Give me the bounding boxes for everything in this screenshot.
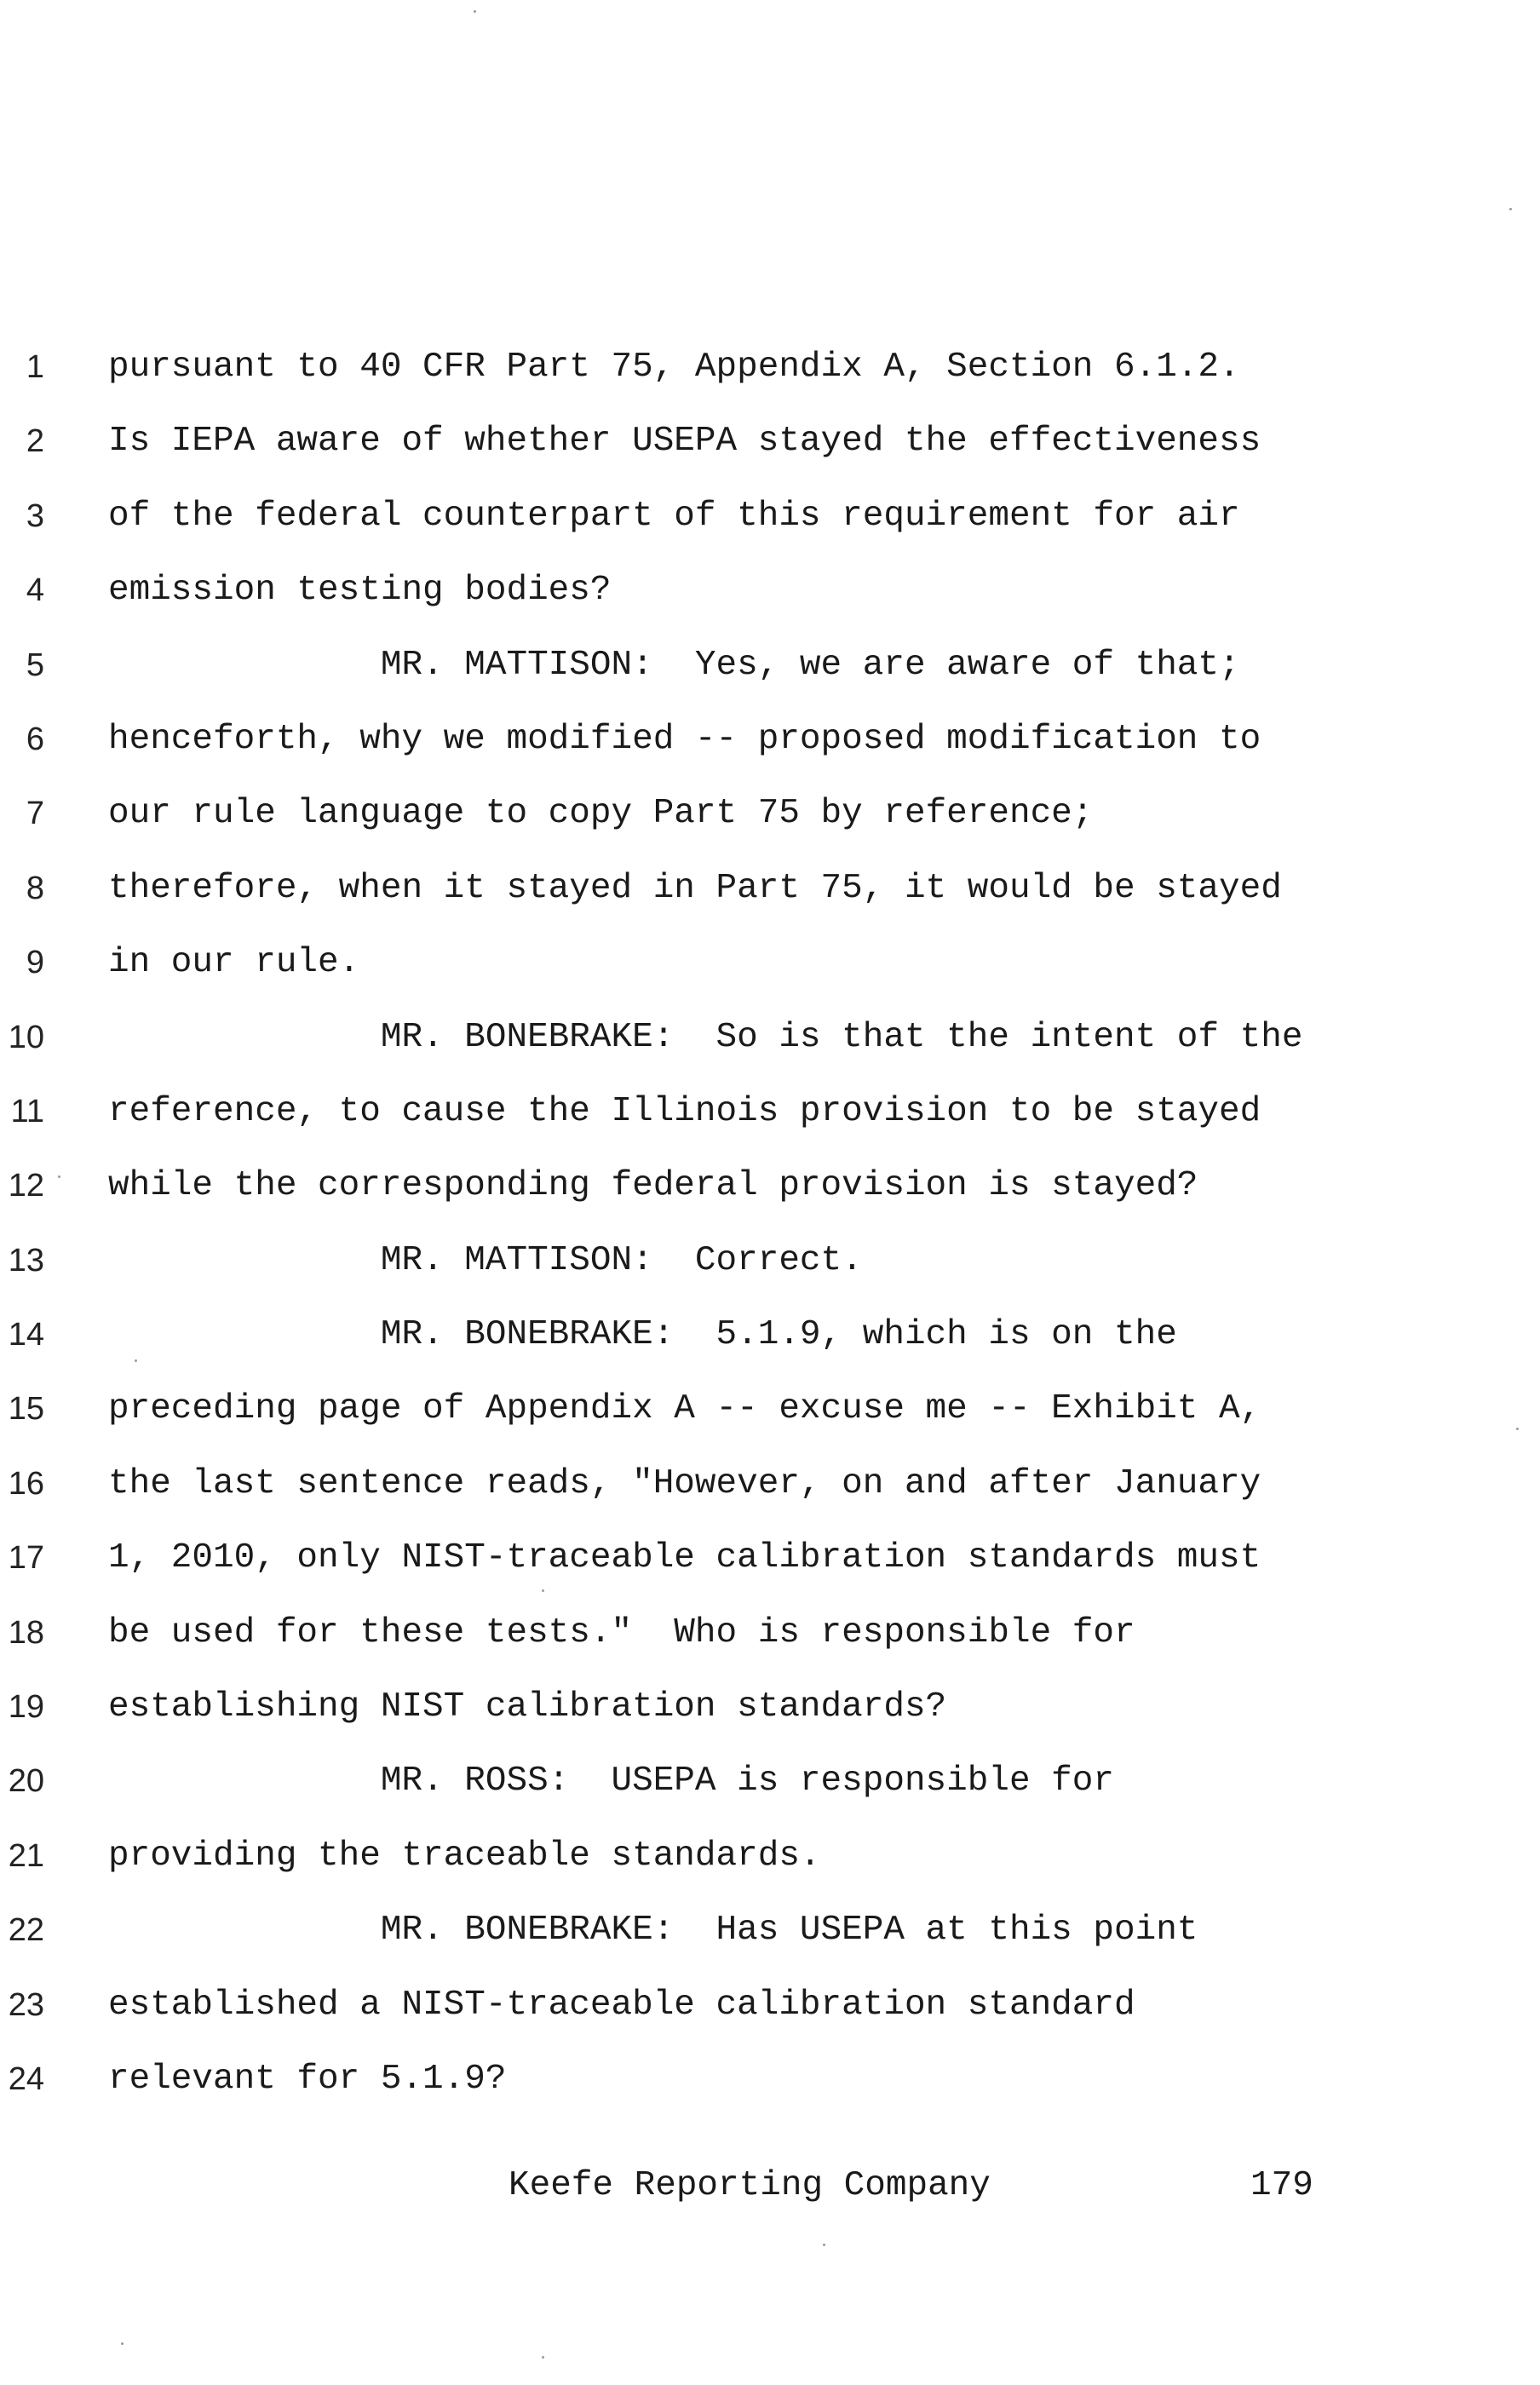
transcript-line: [0, 1534, 1540, 1608]
line-number: 21: [8, 1837, 44, 1874]
line-number: 13: [8, 1242, 44, 1279]
line-number: 22: [8, 1912, 44, 1949]
reporting-company: Keefe Reporting Company: [509, 2166, 991, 2205]
line-text: MR. BONEBRAKE: 5.1.9, which is on the: [108, 1315, 1177, 1355]
transcript-line: [0, 1088, 1540, 1162]
scan-speck: [1509, 208, 1512, 210]
line-text: our rule language to copy Part 75 by reference;: [108, 794, 1094, 834]
transcript-line: [0, 939, 1540, 1013]
line-number: 14: [8, 1317, 44, 1353]
line-number: 8: [26, 870, 44, 906]
transcript-line: [0, 566, 1540, 641]
line-text: preceding page of Appendix A -- excuse me -- Exhibit A,: [108, 1389, 1261, 1429]
transcript-line: [0, 2055, 1540, 2129]
scan-speck: [542, 1589, 544, 1592]
line-text: in our rule.: [108, 943, 360, 983]
line-number: 18: [8, 1614, 44, 1651]
line-text: 1, 2010, only NIST-traceable calibration standards must: [108, 1538, 1261, 1578]
line-text: the last sentence reads, "However, on and after January: [108, 1463, 1261, 1503]
line-text: MR. MATTISON: Correct.: [108, 1240, 863, 1280]
transcript-line: [0, 1460, 1540, 1534]
line-text: reference, to cause the Illinois provision to be stayed: [108, 1091, 1261, 1131]
line-number: 1: [26, 349, 44, 385]
scan-speck: [135, 1359, 137, 1362]
transcript-line: [0, 1237, 1540, 1311]
transcript-line: [0, 716, 1540, 790]
line-text: providing the traceable standards.: [108, 1836, 821, 1876]
line-number: 24: [8, 2060, 44, 2097]
line-text: henceforth, why we modified -- proposed modification to: [108, 719, 1261, 759]
line-text: MR. BONEBRAKE: So is that the intent of the: [108, 1017, 1303, 1057]
transcript-line: [0, 1832, 1540, 1906]
line-number: 10: [8, 1019, 44, 1055]
scan-speck: [1516, 1428, 1519, 1430]
page-number: 179: [1250, 2166, 1313, 2205]
transcript-line: [0, 790, 1540, 864]
transcript-line: [0, 1014, 1540, 1088]
line-number: 4: [26, 572, 44, 609]
line-number: 23: [8, 1986, 44, 2023]
line-number: 15: [8, 1391, 44, 1428]
transcript-line: [0, 1311, 1540, 1385]
transcript-line: [0, 343, 1540, 417]
transcript-line: [0, 492, 1540, 566]
line-number: 3: [26, 497, 44, 534]
line-text: MR. BONEBRAKE: Has USEPA at this point: [108, 1911, 1198, 1951]
line-number: 12: [8, 1168, 44, 1204]
line-number: 11: [10, 1093, 44, 1129]
line-text: of the federal counterpart of this requirement for air: [108, 496, 1240, 536]
transcript-line: [0, 865, 1540, 939]
line-text: pursuant to 40 CFR Part 75, Appendix A, Section 6.1.2.: [108, 348, 1240, 387]
line-text: emission testing bodies?: [108, 571, 612, 611]
line-number: 9: [26, 945, 44, 981]
line-text: while the corresponding federal provision is stayed?: [108, 1166, 1198, 1206]
line-text: MR. MATTISON: Yes, we are aware of that;: [108, 645, 1240, 685]
line-number: 16: [8, 1465, 44, 1502]
line-text: be used for these tests." Who is responsible for: [108, 1612, 1135, 1652]
line-number: 2: [26, 423, 44, 460]
transcript-line: [0, 1757, 1540, 1831]
transcript-line: [0, 1683, 1540, 1757]
scan-speck: [474, 10, 476, 13]
transcript-line: [0, 1385, 1540, 1459]
line-number: 6: [26, 721, 44, 757]
line-text: establishing NIST calibration standards?: [108, 1687, 947, 1727]
transcript-line: [0, 1609, 1540, 1683]
transcript-line: [0, 1981, 1540, 2055]
transcript-body: [0, 343, 1540, 2129]
line-text: Is IEPA aware of whether USEPA stayed the effectiveness: [108, 422, 1261, 462]
line-text: established a NIST-traceable calibration standard: [108, 1985, 1135, 2025]
line-number: 19: [8, 1689, 44, 1726]
line-number: 5: [26, 647, 44, 683]
scan-speck: [542, 2356, 544, 2359]
scan-speck: [121, 2342, 124, 2345]
line-text: relevant for 5.1.9?: [108, 2059, 507, 2099]
transcript-line: [0, 417, 1540, 491]
line-number: 17: [8, 1540, 44, 1577]
transcript-line: [0, 1162, 1540, 1236]
page-footer: [0, 2162, 1540, 2213]
transcript-line: [0, 641, 1540, 716]
scan-speck: [823, 2244, 825, 2246]
scan-speck: [58, 1175, 60, 1178]
line-text: therefore, when it stayed in Part 75, it would be stayed: [108, 868, 1282, 908]
transcript-line: [0, 1906, 1540, 1980]
line-text: MR. ROSS: USEPA is responsible for: [108, 1761, 1114, 1802]
line-number: 20: [8, 1763, 44, 1800]
line-number: 7: [26, 796, 44, 832]
